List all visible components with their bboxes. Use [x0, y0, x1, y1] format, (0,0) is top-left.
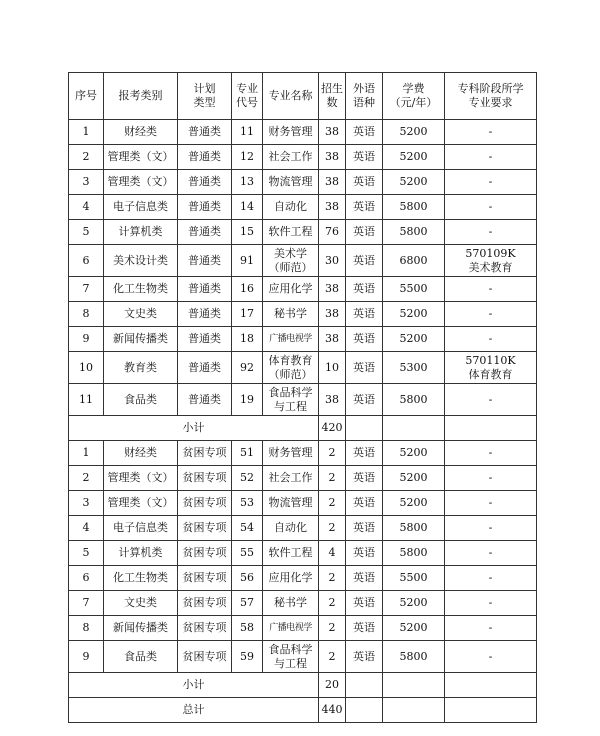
cell-quota: 2 — [319, 516, 346, 541]
table-row — [69, 441, 537, 466]
cell-plan-type: 普通类 — [178, 195, 232, 220]
cell-seq: 5 — [69, 220, 104, 245]
cell-fee: 5200 — [383, 170, 445, 195]
cell-quota: 38 — [319, 327, 346, 352]
cell-major: 美术学 （师范） — [263, 245, 319, 277]
cell-requirement: - — [445, 220, 537, 245]
enrollment-plan-table — [68, 72, 537, 723]
cell-language: 英语 — [346, 441, 383, 466]
cell-plan-type: 普通类 — [178, 245, 232, 277]
cell-category: 新闻传播类 — [104, 616, 178, 641]
cell-language: 英语 — [346, 516, 383, 541]
cell-requirement: - — [445, 641, 537, 673]
cell-quota: 2 — [319, 566, 346, 591]
cell-category: 管理类（文） — [104, 466, 178, 491]
table-row — [69, 195, 537, 220]
cell-code: 51 — [232, 441, 263, 466]
cell-requirement: - — [445, 120, 537, 145]
cell-requirement: - — [445, 170, 537, 195]
cell-seq: 1 — [69, 120, 104, 145]
subtotal-value: 420 — [319, 416, 346, 441]
cell-fee: 5800 — [383, 641, 445, 673]
cell-requirement: - — [445, 566, 537, 591]
header-code: 专业 代号 — [232, 73, 263, 120]
cell-quota: 38 — [319, 195, 346, 220]
table-row — [69, 145, 537, 170]
cell-seq: 1 — [69, 441, 104, 466]
cell-code: 17 — [232, 302, 263, 327]
cell-seq: 7 — [69, 277, 104, 302]
cell-code: 13 — [232, 170, 263, 195]
total-label: 总计 — [69, 698, 319, 723]
cell-quota: 38 — [319, 170, 346, 195]
cell-requirement: - — [445, 277, 537, 302]
cell-fee: 5800 — [383, 220, 445, 245]
table-row — [69, 277, 537, 302]
cell-quota: 30 — [319, 245, 346, 277]
cell-category: 文史类 — [104, 302, 178, 327]
cell-requirement: - — [445, 145, 537, 170]
cell-requirement: - — [445, 327, 537, 352]
header-language: 外语 语种 — [346, 73, 383, 120]
cell-language: 英语 — [346, 302, 383, 327]
cell-plan-type: 贫困专项 — [178, 466, 232, 491]
cell-major: 应用化学 — [263, 277, 319, 302]
cell-fee: 5200 — [383, 591, 445, 616]
cell-code: 55 — [232, 541, 263, 566]
cell-fee: 5500 — [383, 566, 445, 591]
cell-seq: 11 — [69, 384, 104, 416]
header-major: 专业名称 — [263, 73, 319, 120]
cell-code: 59 — [232, 641, 263, 673]
cell-seq: 3 — [69, 491, 104, 516]
cell-plan-type: 贫困专项 — [178, 516, 232, 541]
cell-category: 食品类 — [104, 384, 178, 416]
cell-fee: 6800 — [383, 245, 445, 277]
cell-seq: 2 — [69, 145, 104, 170]
table-row — [69, 516, 537, 541]
cell-requirement: - — [445, 591, 537, 616]
cell-category: 化工生物类 — [104, 277, 178, 302]
cell-quota: 10 — [319, 352, 346, 384]
cell-language: 英语 — [346, 195, 383, 220]
cell-major: 社会工作 — [263, 145, 319, 170]
cell-language: 英语 — [346, 384, 383, 416]
cell-major: 秘书学 — [263, 302, 319, 327]
cell-seq: 8 — [69, 302, 104, 327]
cell-major: 软件工程 — [263, 541, 319, 566]
section-regular — [69, 120, 537, 416]
cell-requirement: - — [445, 441, 537, 466]
cell-fee: 5200 — [383, 441, 445, 466]
cell-category: 管理类（文） — [104, 170, 178, 195]
cell-category: 管理类（文） — [104, 491, 178, 516]
table-row — [69, 566, 537, 591]
table-row — [69, 245, 537, 277]
cell-major: 自动化 — [263, 516, 319, 541]
cell-requirement: - — [445, 384, 537, 416]
cell-code: 19 — [232, 384, 263, 416]
cell-major: 物流管理 — [263, 491, 319, 516]
cell-quota: 76 — [319, 220, 346, 245]
cell-major: 广播电视学 — [263, 616, 319, 641]
header-row — [69, 73, 537, 120]
cell-seq: 8 — [69, 616, 104, 641]
cell-seq: 6 — [69, 245, 104, 277]
cell-code: 91 — [232, 245, 263, 277]
header-seq: 序号 — [69, 73, 104, 120]
cell-requirement: - — [445, 516, 537, 541]
cell-plan-type: 普通类 — [178, 170, 232, 195]
cell-code: 52 — [232, 466, 263, 491]
cell-requirement: 570109K 美术教育 — [445, 245, 537, 277]
cell-code: 18 — [232, 327, 263, 352]
cell-seq: 2 — [69, 466, 104, 491]
table-row — [69, 616, 537, 641]
table-row — [69, 384, 537, 416]
cell-major: 自动化 — [263, 195, 319, 220]
subtotal-value: 20 — [319, 673, 346, 698]
cell-fee: 5200 — [383, 616, 445, 641]
section-poverty — [69, 441, 537, 673]
cell-plan-type: 普通类 — [178, 352, 232, 384]
subtotal-label: 小计 — [69, 673, 319, 698]
cell-plan-type: 普通类 — [178, 120, 232, 145]
cell-language: 英语 — [346, 591, 383, 616]
cell-language: 英语 — [346, 541, 383, 566]
cell-language: 英语 — [346, 120, 383, 145]
cell-code: 54 — [232, 516, 263, 541]
cell-code: 92 — [232, 352, 263, 384]
cell-fee: 5800 — [383, 516, 445, 541]
cell-requirement: - — [445, 616, 537, 641]
cell-language: 英语 — [346, 327, 383, 352]
cell-quota: 2 — [319, 641, 346, 673]
cell-language: 英语 — [346, 616, 383, 641]
cell-seq: 4 — [69, 516, 104, 541]
header-requirement: 专科阶段所学 专业要求 — [445, 73, 537, 120]
cell-plan-type: 普通类 — [178, 302, 232, 327]
cell-seq: 3 — [69, 170, 104, 195]
cell-quota: 38 — [319, 384, 346, 416]
cell-major: 软件工程 — [263, 220, 319, 245]
cell-requirement: - — [445, 195, 537, 220]
cell-plan-type: 普通类 — [178, 384, 232, 416]
cell-fee: 5800 — [383, 195, 445, 220]
cell-code: 53 — [232, 491, 263, 516]
table-row — [69, 466, 537, 491]
cell-fee: 5300 — [383, 352, 445, 384]
cell-plan-type: 贫困专项 — [178, 566, 232, 591]
cell-fee: 5200 — [383, 145, 445, 170]
cell-category: 计算机类 — [104, 541, 178, 566]
cell-category: 教育类 — [104, 352, 178, 384]
cell-plan-type: 贫困专项 — [178, 491, 232, 516]
cell-seq: 4 — [69, 195, 104, 220]
cell-plan-type: 贫困专项 — [178, 641, 232, 673]
cell-language: 英语 — [346, 466, 383, 491]
cell-plan-type: 贫困专项 — [178, 441, 232, 466]
cell-quota: 2 — [319, 466, 346, 491]
cell-code: 57 — [232, 591, 263, 616]
cell-category: 财经类 — [104, 120, 178, 145]
table-row — [69, 170, 537, 195]
cell-plan-type: 普通类 — [178, 220, 232, 245]
cell-category: 新闻传播类 — [104, 327, 178, 352]
cell-language: 英语 — [346, 277, 383, 302]
table-row — [69, 491, 537, 516]
cell-language: 英语 — [346, 641, 383, 673]
cell-requirement: - — [445, 491, 537, 516]
table-row — [69, 352, 537, 384]
table-row — [69, 641, 537, 673]
cell-seq: 9 — [69, 641, 104, 673]
table-row — [69, 327, 537, 352]
cell-fee: 5200 — [383, 327, 445, 352]
cell-language: 英语 — [346, 145, 383, 170]
cell-requirement: - — [445, 302, 537, 327]
cell-language: 英语 — [346, 491, 383, 516]
cell-quota: 38 — [319, 120, 346, 145]
table-row — [69, 220, 537, 245]
cell-major: 应用化学 — [263, 566, 319, 591]
cell-major: 秘书学 — [263, 591, 319, 616]
cell-category: 计算机类 — [104, 220, 178, 245]
table-row — [69, 302, 537, 327]
header-category: 报考类别 — [104, 73, 178, 120]
total-value: 440 — [319, 698, 346, 723]
cell-category: 文史类 — [104, 591, 178, 616]
cell-category: 化工生物类 — [104, 566, 178, 591]
cell-seq: 9 — [69, 327, 104, 352]
cell-code: 14 — [232, 195, 263, 220]
cell-category: 食品类 — [104, 641, 178, 673]
cell-seq: 5 — [69, 541, 104, 566]
cell-fee: 5500 — [383, 277, 445, 302]
cell-major: 体育教育 （师范） — [263, 352, 319, 384]
table-row — [69, 541, 537, 566]
header-plan-type: 计划 类型 — [178, 73, 232, 120]
cell-plan-type: 普通类 — [178, 327, 232, 352]
cell-requirement: 570110K 体育教育 — [445, 352, 537, 384]
subtotal-row — [69, 416, 537, 441]
cell-language: 英语 — [346, 566, 383, 591]
cell-seq: 7 — [69, 591, 104, 616]
cell-quota: 2 — [319, 491, 346, 516]
cell-code: 56 — [232, 566, 263, 591]
table-row — [69, 591, 537, 616]
cell-fee: 5200 — [383, 302, 445, 327]
cell-major: 财务管理 — [263, 120, 319, 145]
cell-fee: 5800 — [383, 541, 445, 566]
cell-quota: 38 — [319, 145, 346, 170]
cell-category: 电子信息类 — [104, 195, 178, 220]
cell-major: 社会工作 — [263, 466, 319, 491]
cell-quota: 2 — [319, 441, 346, 466]
cell-major: 食品科学 与工程 — [263, 641, 319, 673]
cell-plan-type: 贫困专项 — [178, 616, 232, 641]
header-fee: 学费 （元/年） — [383, 73, 445, 120]
cell-fee: 5200 — [383, 466, 445, 491]
cell-category: 电子信息类 — [104, 516, 178, 541]
cell-category: 管理类（文） — [104, 145, 178, 170]
cell-code: 58 — [232, 616, 263, 641]
total-row — [69, 698, 537, 723]
cell-language: 英语 — [346, 245, 383, 277]
cell-language: 英语 — [346, 220, 383, 245]
cell-major: 物流管理 — [263, 170, 319, 195]
cell-plan-type: 贫困专项 — [178, 541, 232, 566]
cell-code: 15 — [232, 220, 263, 245]
cell-code: 12 — [232, 145, 263, 170]
cell-requirement: - — [445, 541, 537, 566]
cell-fee: 5200 — [383, 120, 445, 145]
cell-major: 财务管理 — [263, 441, 319, 466]
cell-seq: 6 — [69, 566, 104, 591]
cell-quota: 2 — [319, 616, 346, 641]
cell-code: 11 — [232, 120, 263, 145]
table-row — [69, 120, 537, 145]
header-quota: 招生 数 — [319, 73, 346, 120]
cell-language: 英语 — [346, 170, 383, 195]
cell-category: 美术设计类 — [104, 245, 178, 277]
cell-plan-type: 普通类 — [178, 145, 232, 170]
cell-quota: 4 — [319, 541, 346, 566]
subtotal-row — [69, 673, 537, 698]
cell-seq: 10 — [69, 352, 104, 384]
cell-code: 16 — [232, 277, 263, 302]
cell-major: 广播电视学 — [263, 327, 319, 352]
subtotal-label: 小计 — [69, 416, 319, 441]
cell-quota: 38 — [319, 277, 346, 302]
cell-quota: 2 — [319, 591, 346, 616]
cell-fee: 5200 — [383, 491, 445, 516]
cell-language: 英语 — [346, 352, 383, 384]
cell-plan-type: 普通类 — [178, 277, 232, 302]
cell-quota: 38 — [319, 302, 346, 327]
cell-requirement: - — [445, 466, 537, 491]
cell-fee: 5800 — [383, 384, 445, 416]
cell-major: 食品科学 与工程 — [263, 384, 319, 416]
cell-category: 财经类 — [104, 441, 178, 466]
cell-plan-type: 贫困专项 — [178, 591, 232, 616]
